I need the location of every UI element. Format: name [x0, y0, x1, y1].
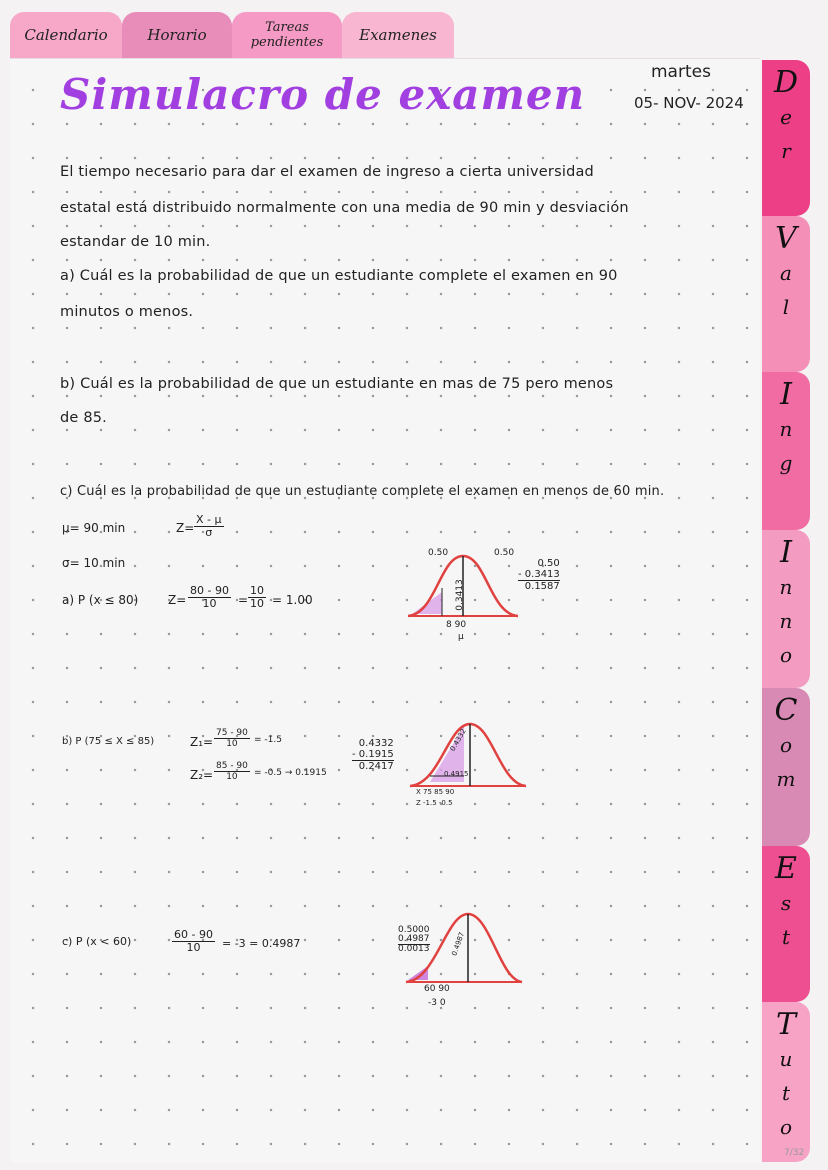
part-a-result: = 1.00 — [272, 593, 313, 607]
part-b-sub-result: 0.2417 — [352, 760, 394, 772]
part-b-axis-x: X 75 85 90 — [416, 788, 455, 796]
side-tab-est-letter-2: s — [780, 891, 792, 915]
part-b-sub-top: 0.4332 — [358, 738, 394, 749]
z-formula-label: Z= — [176, 521, 195, 535]
part-b-z2-result: = -0.5 → 0.1915 — [254, 768, 327, 778]
part-b-subtraction — [352, 738, 394, 772]
side-tab-ing-letter-3: g — [779, 451, 793, 475]
part-b-z2-den: 10 — [226, 772, 238, 782]
part-a-fraction-2-den: 10 — [250, 597, 264, 610]
side-tab-der-letter-3: r — [781, 139, 791, 163]
part-a-graph-inner: 0.3413 — [454, 579, 465, 611]
tab-examenes[interactable]: Examenes — [342, 12, 454, 58]
part-a-axis-mu: µ — [458, 632, 464, 642]
side-tab-com-letter-1: C — [774, 693, 798, 728]
z-formula-numerator: X - µ — [196, 513, 222, 526]
side-tab-inno-letter-3: n — [779, 609, 793, 633]
tab-horario[interactable]: Horario — [122, 12, 232, 58]
side-tab-der[interactable] — [762, 60, 810, 216]
question-a-line-2: minutos o menos. — [60, 304, 194, 320]
problem-line-2: estatal está distribuido normalmente con una media de 90 min y desviación — [60, 200, 629, 216]
side-tab-der-letter-1: D — [773, 65, 799, 100]
part-c-sub-top: 0.5000 — [398, 925, 430, 935]
side-tab-com-letter-2: o — [779, 733, 793, 757]
part-c-result: = -3 = 0.4987 — [222, 937, 301, 950]
part-c-graph-inner: 0.4987 — [450, 931, 467, 957]
side-tab-tuto-letter-2: u — [779, 1047, 793, 1071]
question-b-line-1: b) Cuál es la probabilidad de que un estudiante en mas de 75 pero menos — [60, 376, 614, 392]
question-a-line-1: a) Cuál es la probabilidad de que un estudiante complete el examen en 90 — [60, 268, 618, 284]
part-b-graph-inner: 0.4332 — [448, 727, 468, 753]
part-c-axis-x: 60 90 — [424, 984, 450, 994]
part-a-axis-x: 8 90 — [446, 620, 467, 630]
problem-line-3: estandar de 10 min. — [60, 234, 211, 250]
tab-calendario[interactable]: Calendario — [10, 12, 122, 58]
part-c-num: 60 - 90 — [174, 928, 213, 941]
side-tab-der-letter-2: e — [780, 105, 792, 129]
side-tab-est-letter-1: E — [775, 851, 797, 886]
mean-given: µ= 90 min — [62, 521, 126, 535]
side-tab-inno[interactable] — [762, 530, 810, 688]
tab-tareas-pendientes[interactable]: Tareas pendientes — [232, 12, 342, 58]
part-c-den: 10 — [186, 941, 201, 954]
side-tab-val-letter-3: l — [782, 295, 790, 319]
section-tabs — [0, 0, 828, 58]
notebook-page — [10, 58, 760, 1163]
part-b-z1-den: 10 — [226, 739, 238, 749]
stddev-given: σ= 10 min — [62, 556, 126, 570]
day-name: martes — [651, 62, 711, 82]
side-tab-com[interactable] — [762, 688, 810, 846]
part-c-axis-z: -3 0 — [428, 998, 446, 1008]
part-a-sub-result: 0.1587 — [518, 580, 560, 592]
side-tab-ing-letter-1: I — [780, 377, 792, 412]
part-a-fraction-2 — [248, 585, 266, 610]
part-a-fraction-1 — [188, 585, 231, 610]
side-tab-tuto-letter-3: t — [781, 1081, 791, 1105]
part-c-normal-curve — [406, 910, 522, 982]
part-b-z1-fraction — [214, 728, 250, 749]
problem-line-1: El tiempo necesario para dar el examen de ingreso a cierta universidad — [60, 164, 594, 180]
part-b-z1-num: 75 - 90 — [216, 728, 248, 738]
page-title: Simulacro de examen — [60, 70, 586, 119]
side-tab-val-letter-2: a — [780, 261, 792, 285]
part-c-curve-line — [406, 914, 522, 982]
side-tab-inno-letter-1: I — [780, 535, 792, 570]
part-a-subtraction — [518, 558, 560, 592]
side-tab-est-letter-3: t — [781, 925, 791, 949]
side-tab-tuto-letter-4: o — [779, 1115, 793, 1139]
part-a-label: a) P (x ≤ 80) — [62, 593, 139, 607]
part-b-z2: Z₂= — [190, 768, 214, 782]
side-tab-inno-letter-2: n — [779, 575, 793, 599]
side-tab-com-letter-3: m — [776, 767, 796, 791]
part-b-z1: Z₁= — [190, 735, 214, 749]
side-tab-tuto[interactable] — [762, 1002, 810, 1162]
part-b-sub-mid: - 0.1915 — [352, 749, 394, 760]
z-formula — [194, 514, 224, 539]
side-tab-tuto-letter-1: T — [775, 1007, 796, 1042]
part-a-fraction-1-num: 80 - 90 — [190, 584, 229, 597]
part-a-sub-mid: - 0.3413 — [518, 569, 560, 580]
part-b-graph-inner-2: 0.4915 — [444, 770, 469, 778]
part-a-equals: = — [238, 593, 249, 607]
part-b-label: b) P (75 ≤ X ≤ 85) — [62, 736, 155, 747]
part-c-sub-result: 0.0013 — [398, 944, 430, 954]
part-b-axis-z: Z -1.5 -0.5 — [416, 799, 453, 807]
side-tab-val[interactable] — [762, 216, 810, 372]
question-c-line-1: c) Cuál es la probabilidad de que un estudiante complete el examen en menos de 60 min. — [60, 484, 665, 499]
part-a-sub-top: 0.50 — [537, 558, 560, 569]
part-a-graph-right: 0.50 — [494, 548, 515, 558]
part-c-sub-mid: 0.4987 — [398, 934, 430, 944]
part-a-z: Z= — [168, 593, 187, 607]
side-tab-val-letter-1: V — [775, 221, 797, 256]
part-c-label: c) P (x < 60) — [62, 935, 132, 948]
part-a-fraction-1-den: 10 — [202, 597, 217, 610]
side-tab-est[interactable] — [762, 846, 810, 1002]
part-b-z2-fraction — [214, 761, 250, 782]
question-b-line-2: de 85. — [60, 410, 107, 426]
side-tab-ing-letter-2: n — [779, 417, 793, 441]
date-label: 05- NOV- 2024 — [634, 94, 744, 112]
side-tab-ing[interactable] — [762, 372, 810, 530]
page-number: 7/32 — [784, 1148, 805, 1158]
z-formula-denominator: σ — [205, 526, 213, 539]
side-tab-inno-letter-4: o — [779, 643, 793, 667]
part-c-fraction — [172, 929, 215, 954]
part-b-z1-result: = -1.5 — [254, 735, 282, 745]
part-b-z2-num: 85 - 90 — [216, 761, 248, 771]
part-a-fraction-2-num: 10 — [250, 584, 264, 597]
part-a-graph-left: 0.50 — [428, 548, 449, 558]
